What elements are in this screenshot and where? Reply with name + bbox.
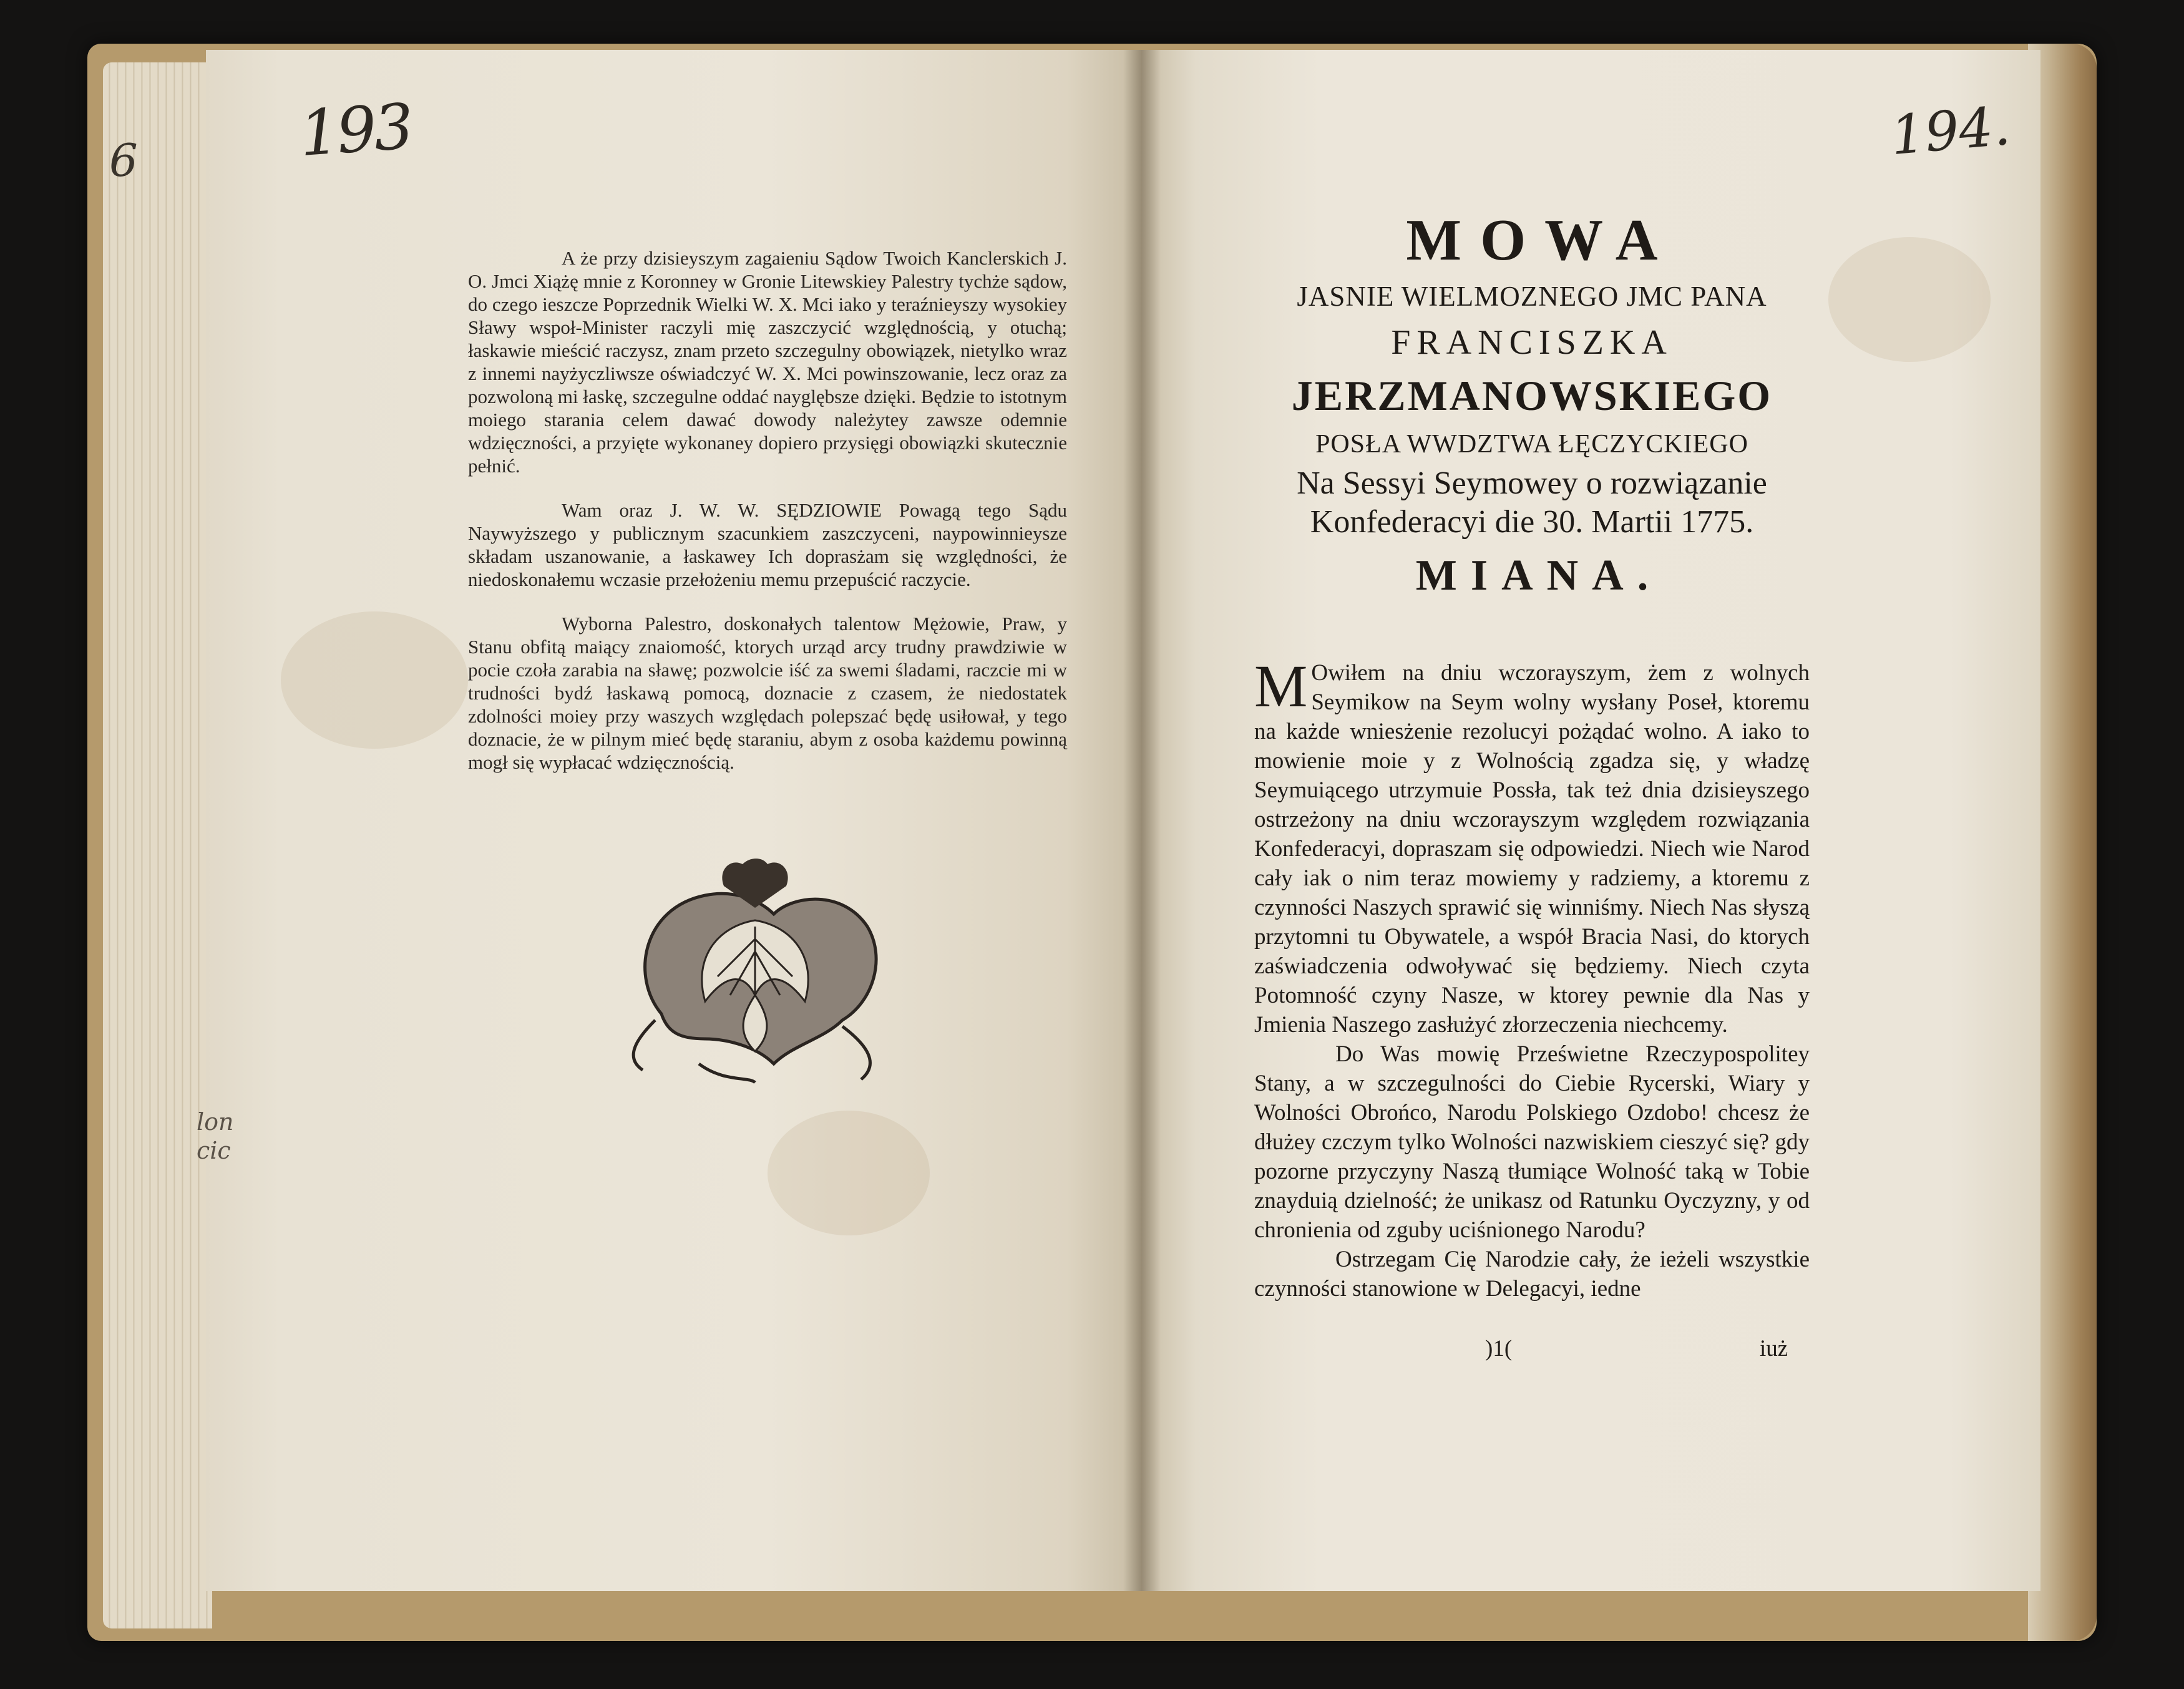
title-line: JASNIE WIELMOZNEGO JMC PANA [1297,281,1767,312]
title-block [1254,206,1810,610]
title-miana: MIANA. [1415,552,1662,600]
paragraph: Wyborna Palestro, doskonałych talentow Mężowie, Praw, y Stanu obfitą maiący znaiomość, ktorych urząd arcy trudny prawdziwie w pocie czoła zarabia na sławę; pozwolcie iść za swemi śladami, raczcie mi w trudności bydź łaskawą pomocą, doznacie z czasem, że niedostatek zdolności moiey przy waszych względach polepszać będę usiłował, y tego doznacie, że w pilnym mieć będę staraniu, abym z osoba każdemu powinną mogł się wypłacać wdzięcznością. [468,613,1067,773]
drop-cap: M [1254,653,1308,719]
title-surname: JERZMANOWSKIEGO [1291,372,1773,419]
paragraph: Ostrzegam Cię Narodzie cały, że ieżeli wszystkie czynności stanowione w Delegacyi, iedne [1254,1247,1810,1302]
title-session-line: Na Sessyi Seymowey o rozwiązanie [1297,465,1767,501]
speech-text [1254,653,1810,1303]
handwritten-page-number-left: 193 [297,89,414,171]
signature-mark: )1( [1485,1336,1513,1361]
title-first-name: FRANCISZKA [1391,323,1673,362]
margin-fragment-line: lon [197,1108,234,1136]
paragraph [1254,653,1810,1039]
left-page-text [468,246,1067,795]
handwritten-page-number-right: 194. [1888,94,2013,168]
margin-fragment-line: cic [197,1137,231,1164]
title-session-date: Konfederacyi die 30. Martii 1775. [1310,504,1754,540]
margin-fragment-middle [197,1107,234,1165]
title-mowa: MOWA [1406,208,1677,273]
paragraph: Do Was mowię Prześwietne Rzeczypospolitey Stany, a w szczegulności do Ciebie Rycerski, Wiary y Wolności Obrońco, Narodu Polskiego Ozdobo! chcesz że dłużey czczym tylko Wolności nazwiskiem cieszyć się? gdy pozorne przyczyny Naszą tłumiące Wolność taką w Tobie znayduią dzielność; że unikasz od Ratunku Oyczyzny, y od chronienia od zguby uciśnionego Narodu? [1254,1041,1810,1243]
paragraph: Wam oraz J. W. W. SĘDZIOWIE Powagą tego Sądu Naywyższego y publicznym szacunkiem zaszczyceni, naypowinnieysze składam uszanowanie, a łaskawey Ich doprasżam się względności, że niedoskonałemu wczasie przełożeniu memu przepuścić raczycie. [468,499,1067,590]
shell-ornament-icon [618,852,892,1089]
paragraph-text: Owiłem na dniu wczorayszym, żem z wolnych Seymikow na Seym wolny wysłany Poseł, ktoremu na każde wniesżenie rezolucyi pożądać wolno. A iako to mowienie moie y z Wolnością zgadza się, y władzę Seymuiącego utrzymuie Possła, tak też dnia dzisieyszego ostrzeżony na dniu wczorayszym względem rozwiązania Konfederacyi, dopraszam się odpowiedzi. Niech wie Narod cały iak o nim teraz mowiemy y radziemy, a ktoremu z czynności Naszych sprawić się winniśmy. Niech Nas słyszą przytomni tu Obywatele, a współ Bracia Nasi, do ktorych zaświadczenia odwoływać się będziemy. Niech czyta Potomność czyny Nasze, w ktorey pewnie dla Nas y Jmienia Naszego zasłużyć złorzeczenia niechcemy. [1254,660,1810,1038]
title-office: POSŁA WWDZTWA ŁĘCZYCKIEGO [1315,430,1748,459]
margin-fragment-top: 6 [109,134,138,187]
paragraph: A że przy dzisieyszym zagaieniu Sądow Twoich Kanclerskich J. O. Jmci Xiążę mnie z Koronney w Gronie Litewskiey Palestry tychże sądow, do czego ieszcze Poprzednik Wielki W. X. Mci iako y teraźnieyszy wysokiey Sławy wspoł-Minister raczyli mię zaszczycić względnością, y otuchą; łaskawie mieścić raczysz, znam przeto szczegulny obowiązek, nietylko wraz z innemi nayżyczliwsze oświadczyć W. X. Mci powinszowanie, lecz oraz za pozwoloną mi łaskę, szczegulne oddać nayglębsze dzięki. Będzie to istotnym moiego starania celem dawać dowody należytey zawsze odemnie wdzięczności, a przyięte wykonaney dopiero przysięgi obowiązki skutecznie pełnić. [468,247,1067,477]
book-gutter [1123,50,1161,1591]
book-page-edges-left [103,62,212,1628]
catchword: iuż [1760,1336,1788,1361]
